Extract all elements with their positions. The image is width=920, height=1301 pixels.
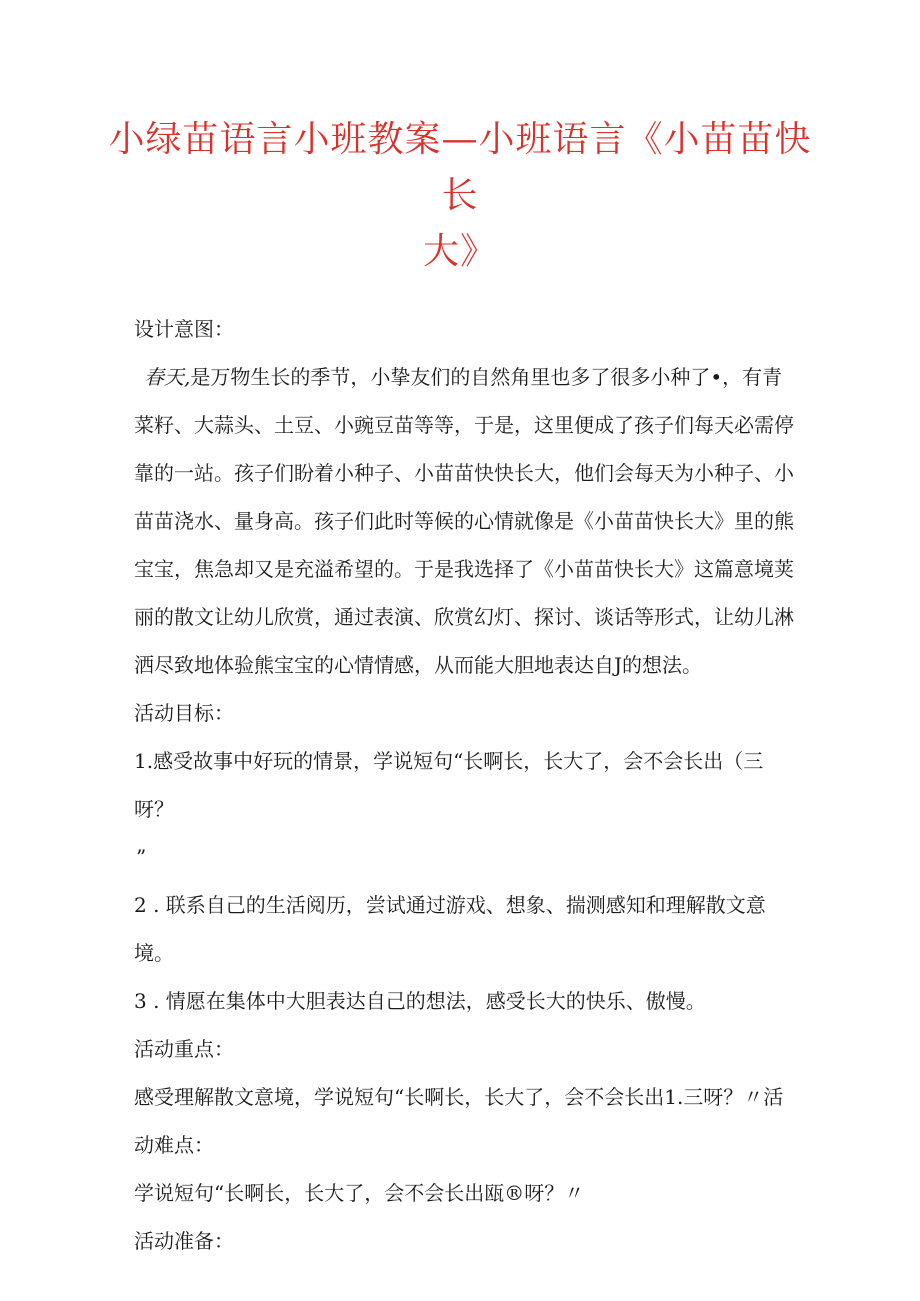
goal-1: 1.感受故事中好玩的情景，学说短句“长啊长，长大了，会不会长出（三呀？ — [134, 749, 764, 821]
title-line-2: 大》 — [422, 231, 497, 272]
goals-heading: 活动目标： — [134, 701, 234, 725]
goal-1-tail: ” — [136, 845, 147, 869]
prep-heading: 活动准备： — [134, 1229, 234, 1253]
intent-heading: 设计意图： — [134, 317, 234, 341]
focus-paragraph: 感受理解散文意境，学说短句“长啊长，长大了，会不会长出1.三呀？〃活动难点： — [134, 1085, 784, 1157]
difficulty-paragraph: 学说短句“长啊长，长大了，会不会长出瓯®呀？〃 — [134, 1181, 585, 1205]
document-title — [100, 112, 820, 280]
intent-paragraph-text: 是万物生长的季节，小挚友们的自然角里也多了很多小种了•，有青菜籽、大蒜头、土豆、小豌豆苗等等，于是，这里便成了孩子们每天必需停靠的一站。孩子们盼着小种子、小苗苗快快长大，他们会每天为小种子、小苗苗浇水、量身高。孩子们此时等候的心情就像是《小苗苗快长大》里的熊宝宝，焦急却又是充溢希望的。于是我选择了《小苗苗快长大》这篇意境荚丽的散文让幼儿欣赏，通过表演、欣赏幻灯、探讨、谈话等形式，让幼儿淋洒尽致地体验熊宝宝的心情情感，从而能大胆地表达自J的想法。 — [134, 365, 794, 677]
intent-paragraph-lead: 春天, — [144, 365, 191, 389]
document-body — [134, 305, 794, 1265]
title-line-1: 小绿苗语言小班教案—小班语言《小苗苗快长 — [108, 119, 812, 216]
intent-paragraph — [134, 353, 794, 689]
goal-2: 2 . 联系自己的生活阅历，尝试通过游戏、想象、揣测感知和理解散文意境。 — [134, 893, 766, 965]
focus-heading: 活动重点： — [134, 1037, 234, 1061]
goal-3: 3 . 情愿在集体中大胆表达自己的想法，感受长大的快乐、傲慢。 — [134, 989, 706, 1013]
